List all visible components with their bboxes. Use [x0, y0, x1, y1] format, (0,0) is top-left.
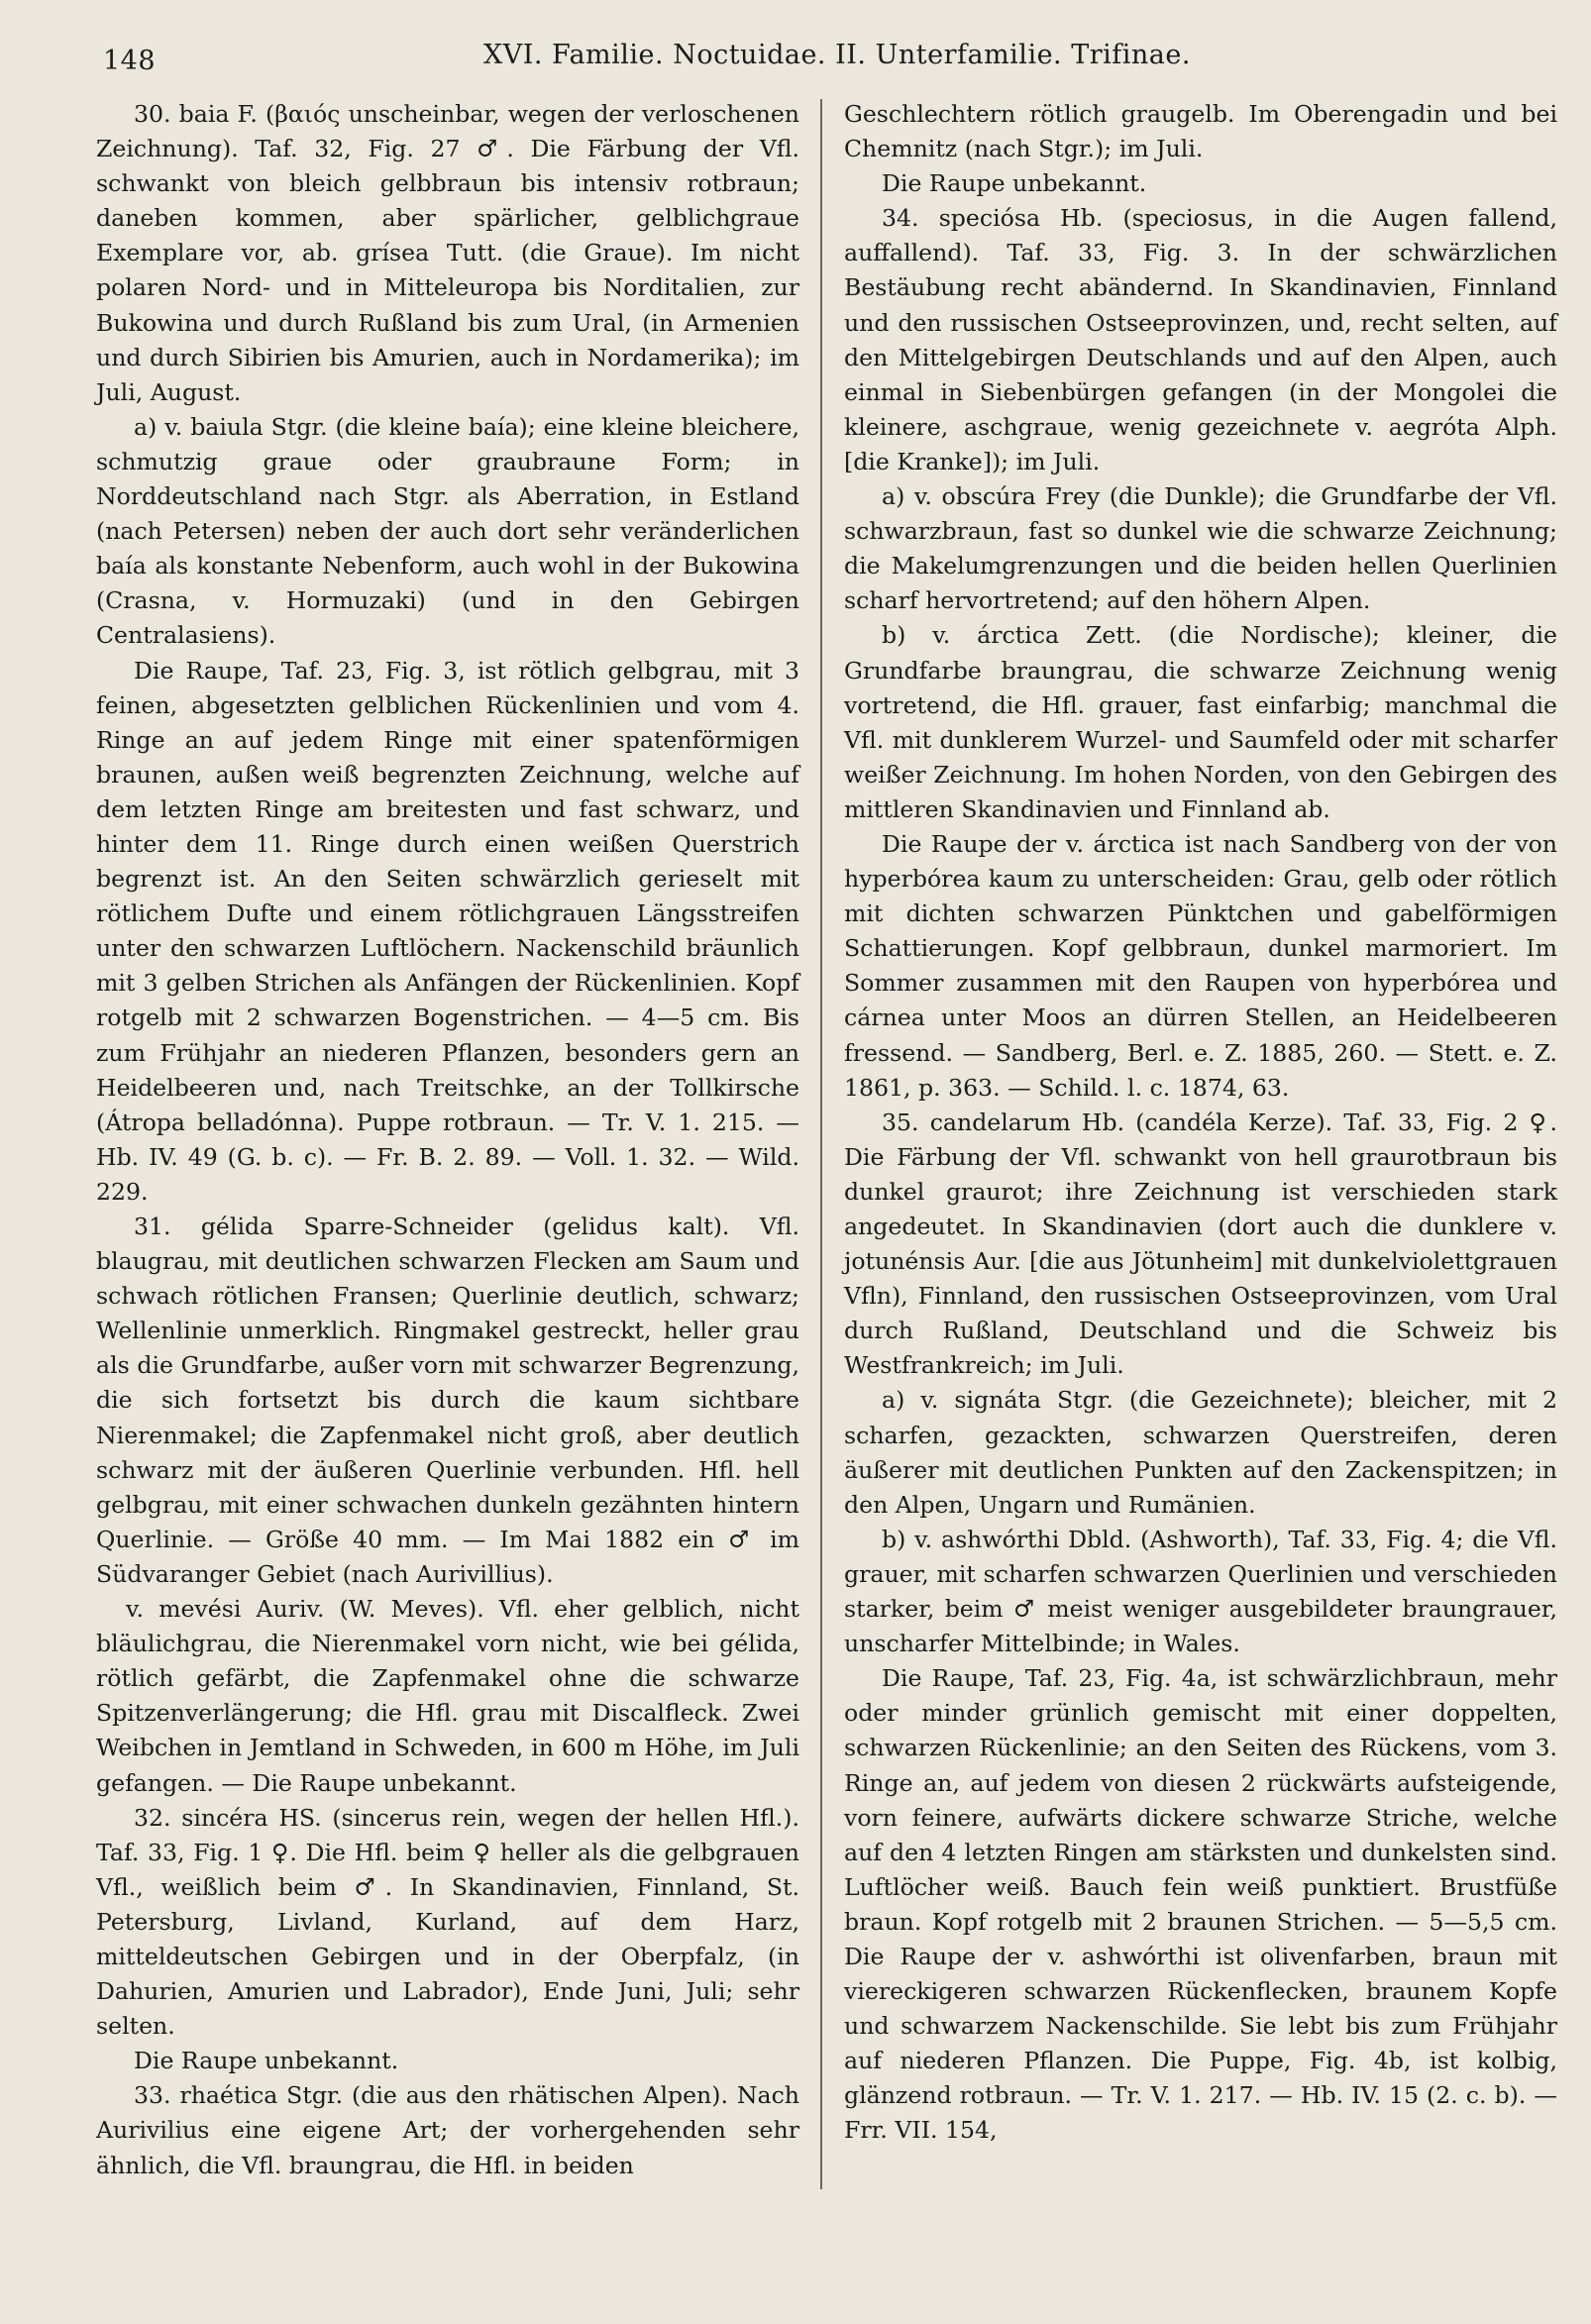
entry-32-sincera: 32. sincéra HS. (sincerus rein, wegen der hellen Hfl.). Taf. 33, Fig. 1 ♀. Die Hfl. beim ♀ heller als die gelbgrauen Vfl., weißlich beim ♂. In Skandinavien, Finnland, St. Petersburg, Livland, Kurland, auf dem Harz, mitteldeutschen Gebirgen und in der Oberpfalz, (in Dahurien, Amurien und Labrador), Ende Juni, Juli; sehr selten. — [96, 1803, 799, 2041]
entry-34-variety-obscura: a) v. obscúra Frey (die Dunkle); die Grundfarbe der Vfl. schwarzbraun, fast so dunkel wie die schwarze Zeichnung; die Makelumgrenzungen und die beiden hellen Querlinien scharf hervortretend; auf den höhern Alpen. — [844, 482, 1557, 615]
entry-34-speciosa: 34. speciósa Hb. (speciosus, in die Augen fallend, auffallend). Taf. 33, Fig. 3. In der schwärzlichen Bestäubung recht abändernd. In Skandinavien, Finnland und den russischen Ostseeprovinzen, und, recht selten, auf den Mittelgebirgen Deutschlands und auf den Alpen, auch einmal in Siebenbürgen gefangen (in der Mongolei die kleinere, aschgraue, wenig gezeichnete v. aegróta Alph. [die Kranke]); im Juli. — [844, 204, 1557, 475]
entry-30-variety-baiula: a) v. baiula Stgr. (die kleine baía); eine kleine bleichere, schmutzig graue oder graubraune Form; in Norddeutschland nach Stgr. als Aberration, in Estland (nach Petersen) neben der auch dort sehr veränderlichen baía als konstante Nebenform, auch wohl in der Bukowina (Crasna, v. Hormuzaki) (und in den Gebirgen Centralasiens). — [96, 412, 799, 650]
column-divider — [820, 99, 822, 2189]
entry-35-variety-ashworthi: b) v. ashwórthi Dbld. (Ashworth), Taf. 33, Fig. 4; die Vfl. grauer, mit scharfen schwarzen Querlinien und verschieden starker, beim ♂ meist weniger ausgebildeter braungrauer, unscharfer Mittelbinde; in Wales. — [844, 1525, 1557, 1658]
entry-32-larva: Die Raupe unbekannt. — [134, 2047, 399, 2075]
entry-35-candelarum: 35. candelarum Hb. (candéla Kerze). Taf. 33, Fig. 2 ♀. Die Färbung der Vfl. schwankt von hell graurotbraun bis dunkel graurot; ihre Zeichnung ist verschieden stark angedeutet. In Skandinavien (dort auch die dunklere v. jotunénsis Aur. [die aus Jötunheim] mit dunkelviolettgrauen Vfln), Finnland, den russischen Ostseeprovinzen, vom Ural durch Rußland, Deutschland und die Schweiz bis Westfrankreich; im Juli. — [844, 1108, 1557, 1380]
entry-33-rhaetica: 33. rhaética Stgr. (die aus den rhätischen Alpen). Nach Aurivilius eine eigene Art; der vorhergehenden sehr ähnlich, die Vfl. braungrau, die Hfl. in beiden — [96, 2081, 799, 2179]
entry-34-larva: Die Raupe der v. árctica ist nach Sandberg von der von hyperbórea kaum zu unterscheiden: Grau, gelb oder rötlich mit dichten schwarzen Pünktchen und gabelförmigen Schattierungen. Kopf gelbbraun, dunkel marmoriert. Im Sommer zusammen mit den Raupen von hyperbórea und cárnea unter Moos an dürren Stellen, an Heidelbeeren fressend. — Sandberg, Berl. e. Z. 1885, 260. — Stett. e. Z. 1861, p. 363. — Schild. l. c. 1874, 63. — [844, 829, 1557, 1102]
entry-31-variety-mevesi: v. mevési Auriv. (W. Meves). Vfl. eher gelblich, nicht bläulichgrau, die Nierenmakel vorn nicht, wie bei gélida, rötlich gefärbt, die Zapfenmakel ohne die schwarze Spitzenverlängerung; die Hfl. grau mit Discalfleck. Zwei Weibchen in Jemtland in Schweden, in 600 m Höhe, im Juli gefangen. — Die Raupe unbekannt. — [96, 1595, 799, 1797]
entry-33-continued: Geschlechtern rötlich graugelb. Im Oberengadin und bei Chemnitz (nach Stgr.); im Juli. — [844, 100, 1557, 163]
right-column — [844, 97, 1557, 2149]
page-number: 148 — [103, 46, 157, 76]
running-head: XVI. Familie. Noctuidae. II. Unterfamilie. Trifinae. — [483, 40, 1191, 70]
entry-31-gelida: 31. gélida Sparre-Schneider (gelidus kalt). Vfl. blaugrau, mit deutlichen schwarzen Flecken am Saum und schwach rötlichen Fransen; Querlinie deutlich, schwarz; Wellenlinie unmerklich. Ringmakel gestreckt, heller grau als die Grundfarbe, außer vorn mit schwarzer Begrenzung, die sich fortsetzt bis durch die kaum sichtbare Nierenmakel; die Zapfenmakel nicht groß, aber deutlich schwarz mit der äußeren Querlinie verbunden. Hfl. hell gelbgrau, mit einer schwachen dunkeln gezähnten hintern Querlinie. — Größe 40 mm. — Im Mai 1882 ein ♂ im Südvaranger Gebiet (nach Aurivillius). — [96, 1213, 799, 1588]
entry-30-baia: 30. baia F. (βαιός unscheinbar, wegen der verloschenen Zeichnung). Taf. 32, Fig. 27 ♂. Die Färbung der Vfl. schwankt von bleich gelbbraun bis intensiv rotbraun; daneben kommen, aber spärlicher, gelblichgraue Exemplare vor, ab. grísea Tutt. (die Graue). Im nicht polaren Nord- und in Mitteleuropa bis Norditalien, zur Bukowina und durch Rußland bis zum Ural, (in Armenien und durch Sibirien bis Amurien, auch in Nordamerika); im Juli, August. — [96, 100, 799, 406]
entry-35-larva: Die Raupe, Taf. 23, Fig. 4a, ist schwärzlichbraun, mehr oder minder grünlich gemischt mit einer doppelten, schwarzen Rückenlinie; an den Seiten des Rückens, vom 3. Ringe an, auf jedem von diesen 2 rückwärts aufsteigende, vorn feinere, aufwärts dickere schwarze Striche, welche auf den 4 letzten Ringen am stärksten und dunkelsten sind. Luftlöcher weiß. Bauch fein weiß punktiert. Brustfüße braun. Kopf rotgelb mit 2 braunen Strichen. — 5—5,5 cm. Die Raupe der v. ashwórthi ist olivenfarben, braun mit viereckigeren schwarzen Rückenflecken, braunem Kopfe und schwarzem Nackenschilde. Sie lebt bis zum Frühjahr auf niederen Pflanzen. Die Puppe, Fig. 4b, ist kolbig, glänzend rotbraun. — Tr. V. 1. 217. — Hb. IV. 15 (2. c. b). — Frr. VII. 154, — [844, 1664, 1557, 2145]
entry-33-larva: Die Raupe unbekannt. — [882, 169, 1147, 198]
entry-34-variety-arctica: b) v. árctica Zett. (die Nordische); kleiner, die Grundfarbe braungrau, die schwarze Zeichnung wenig vortretend, die Hfl. grauer, fast einfarbig; manchmal die Vfl. mit dunklerem Wurzel- und Saumfeld oder mit scharfer weißer Zeichnung. Im hohen Norden, von den Gebirgen des mittleren Skandinavien und Finnland ab. — [844, 621, 1557, 823]
left-column — [96, 97, 799, 2183]
entry-30-larva: Die Raupe, Taf. 23, Fig. 3, ist rötlich gelbgrau, mit 3 feinen, abgesetzten gelblichen Rückenlinien und vom 4. Ringe an auf jedem Ringe mit einer spatenförmigen braunen, außen weiß begrenzten Zeichnung, welche auf dem letzten Ringe am breitesten und fast schwarz, und hinter dem 11. Ringe durch einen weißen Querstrich begrenzt ist. An den Seiten schwärzlich gerieselt mit rötlichem Dufte und einem rötlichgrauen Längsstreifen unter den schwarzen Luftlöchern. Nackenschild bräunlich mit 3 gelben Strichen als Anfängen der Rückenlinien. Kopf rotgelb mit 2 schwarzen Bogenstrichen. — 4—5 cm. Bis zum Frühjahr an niederen Pflanzen, besonders gern an Heidelbeeren und, nach Treitschke, an der Tollkirsche (Átropa belladónna). Puppe rotbraun. — Tr. V. 1. 215. — Hb. IV. 49 (G. b. c). — Fr. B. 2. 89. — Voll. 1. 32. — Wild. 229. — [96, 656, 799, 1206]
entry-35-variety-signata: a) v. signáta Stgr. (die Gezeichnete); bleicher, mit 2 scharfen, gezackten, schwarzen Querstreifen, deren äußerer mit deutlichen Punkten auf den Zackenspitzen; in den Alpen, Ungarn und Rumänien. — [844, 1386, 1557, 1519]
